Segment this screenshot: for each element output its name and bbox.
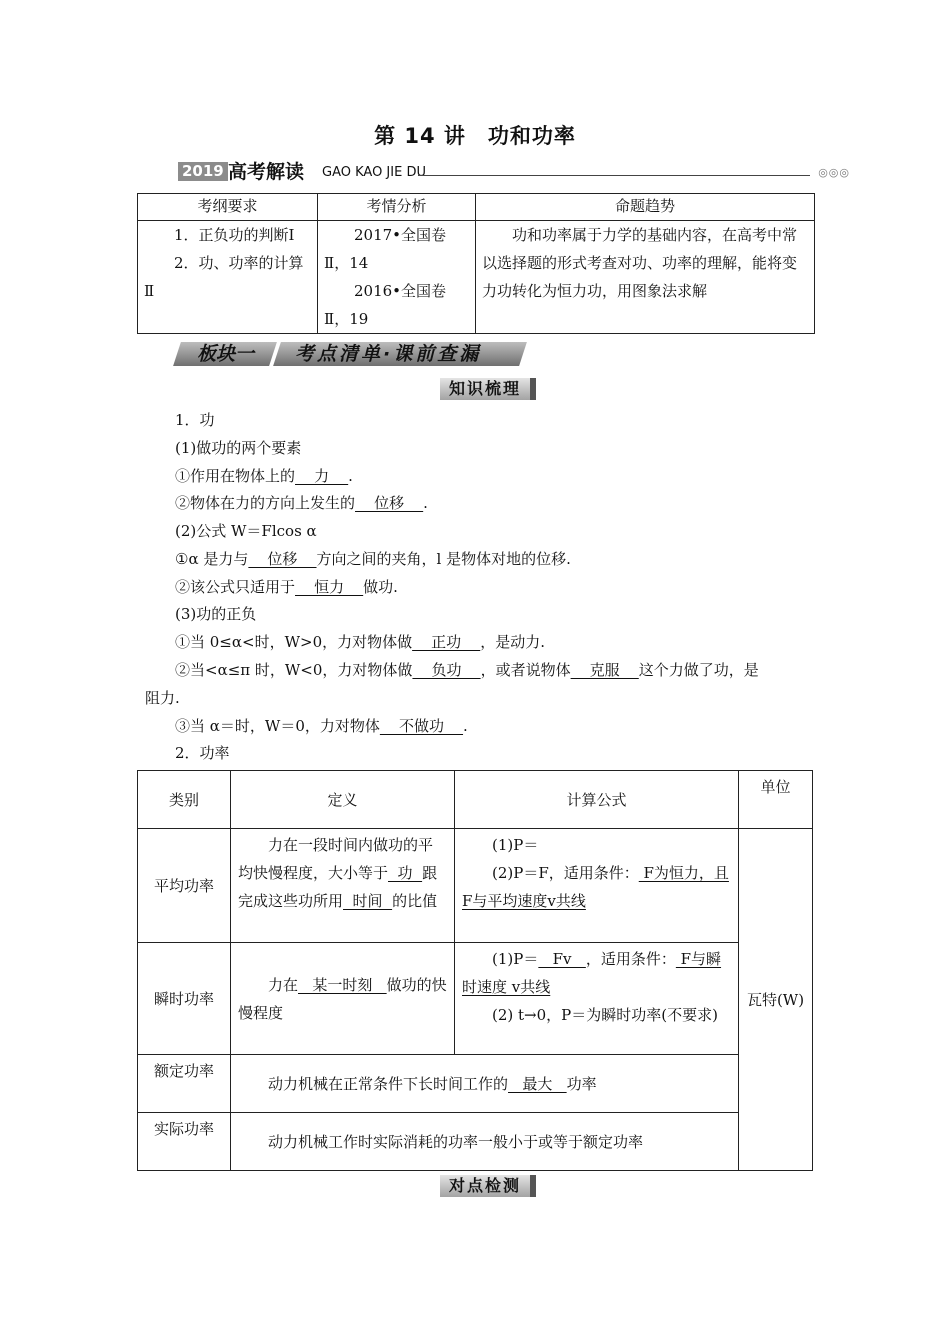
content-line xyxy=(175,549,571,569)
blank-answer: 恒力 xyxy=(295,578,364,596)
header-trend: 命题趋势 xyxy=(476,194,815,221)
text: 跟完成这些功所用 xyxy=(238,864,438,910)
text: (2)P＝F，适用条件： xyxy=(492,864,639,882)
text: 这个力做了功，是 xyxy=(638,661,759,679)
text: 做功的快慢程度 xyxy=(238,975,447,1022)
unit-cell: 瓦特(W) xyxy=(739,829,813,1171)
content-line xyxy=(175,716,468,736)
subheading-elements: (1)做功的两个要素 xyxy=(175,439,302,457)
rated-power-name: 额定功率 xyxy=(138,1055,231,1113)
blank-answer: 某一时刻 xyxy=(298,975,387,994)
text: ③当 α＝时，W＝0，力对物体 xyxy=(175,717,380,735)
text: . xyxy=(463,717,468,735)
text: 力在 xyxy=(268,975,299,994)
blank-answer: 正功 xyxy=(412,633,481,651)
heading-work: 1．功 xyxy=(175,411,215,429)
formula-line: (1)P＝ xyxy=(492,836,539,854)
content-line xyxy=(175,632,545,652)
requirement-item: 2．功、功率的计算Ⅱ xyxy=(144,254,304,300)
text: ②物体在力的方向上发生的 xyxy=(175,494,356,512)
text: ①作用在物体上的 xyxy=(175,467,296,485)
avg-power-name: 平均功率 xyxy=(138,829,231,943)
header-requirements: 考纲要求 xyxy=(138,194,318,221)
subheading-sign: (3)功的正负 xyxy=(175,605,257,623)
content-line xyxy=(175,660,759,680)
text: ②该公式只适用于 xyxy=(175,578,296,596)
banner-dots-icon: ◎◎◎ xyxy=(818,166,850,179)
formula-line: (2)公式 W＝Flcos α xyxy=(175,522,317,540)
content-line xyxy=(175,493,428,513)
blank-answer: F为恒力，且 F与平均速度v共线 xyxy=(462,864,729,910)
banner-title: 高考解读 xyxy=(228,161,305,183)
exam-analysis-banner xyxy=(178,160,850,184)
text: 方向之间的夹角，l 是物体对地的位移. xyxy=(316,550,571,568)
section-part: 板块一 xyxy=(197,343,255,365)
blank-answer: 位移 xyxy=(355,494,424,512)
actual-power-name: 实际功率 xyxy=(138,1113,231,1171)
blank-answer: 不做功 xyxy=(379,717,464,735)
content-line: 阻力. xyxy=(145,689,180,707)
blank-answer: 位移 xyxy=(248,550,317,568)
text: 力在一段时间内做功的平均快慢程度，大小等于 xyxy=(238,836,434,882)
knowledge-tag: 知识梳理 xyxy=(440,378,536,400)
actual-power-definition xyxy=(231,1113,739,1171)
content-line xyxy=(175,466,353,486)
text: ，是动力. xyxy=(480,633,546,651)
exam-analysis-table xyxy=(137,193,815,334)
inst-power-definition xyxy=(231,943,455,1055)
header-analysis: 考情分析 xyxy=(318,194,476,221)
section-title: 考点清单·课前查漏 xyxy=(295,343,482,365)
requirement-item: 1．正负功的判断Ⅰ xyxy=(174,226,295,244)
section-banner xyxy=(177,338,527,368)
heading-power: 2．功率 xyxy=(175,744,230,762)
avg-power-definition xyxy=(231,829,455,943)
banner-year: 2019 xyxy=(178,162,228,181)
analysis-item: 2017•全国卷Ⅱ，14 xyxy=(324,226,447,272)
inst-power-name: 瞬时功率 xyxy=(138,943,231,1055)
text: (1)P＝ xyxy=(492,950,539,968)
header-unit: 单位 xyxy=(739,771,813,829)
text: ①α 是力与 xyxy=(175,550,249,568)
header-category: 类别 xyxy=(138,771,231,829)
text: 功率 xyxy=(566,1074,597,1093)
trend-text: 功和功率属于力学的基础内容，在高考中常以选择题的形式考查对功、功率的理解，能将变力功转化为恒力功，用图象法求解 xyxy=(482,226,798,300)
header-definition: 定义 xyxy=(231,771,455,829)
banner-pinyin: GAO KAO JIE DU xyxy=(322,165,426,180)
blank-answer: 时间 xyxy=(343,892,393,910)
formula-line: (2) t→0，P＝为瞬时功率(不要求) xyxy=(492,1006,718,1024)
blank-answer: Fv xyxy=(538,950,586,968)
text: . xyxy=(348,467,353,485)
blank-answer: F与瞬时速度 v共线 xyxy=(462,950,722,996)
text: 动力机械在正常条件下长时间工作的 xyxy=(268,1074,509,1093)
inst-power-formula xyxy=(455,943,739,1055)
analysis-cell xyxy=(318,221,476,334)
page-title: 第 14 讲 功和功率 xyxy=(374,124,576,148)
avg-power-formula xyxy=(455,829,739,943)
check-tag: 对点检测 xyxy=(440,1175,536,1197)
text: ②当<α≤π 时，W<0，力对物体做 xyxy=(175,661,413,679)
text: . xyxy=(423,494,428,512)
content-line xyxy=(175,577,398,597)
blank-answer: 负功 xyxy=(412,661,481,679)
blank-answer: 最大 xyxy=(508,1074,567,1093)
blank-answer: 克服 xyxy=(570,661,639,679)
text: 的比值 xyxy=(392,892,438,910)
header-formula: 计算公式 xyxy=(455,771,739,829)
text: ，适用条件： xyxy=(585,950,676,968)
requirements-cell xyxy=(138,221,318,334)
rated-power-definition xyxy=(231,1055,739,1113)
text: ①当 0≤α<时，W>0，力对物体做 xyxy=(175,633,413,651)
blank-answer: 力 xyxy=(295,467,349,485)
banner-rule xyxy=(418,175,810,176)
formula-line xyxy=(462,945,731,1001)
blank-answer: 功 xyxy=(388,864,423,882)
trend-cell xyxy=(476,221,815,334)
formula-line xyxy=(462,859,731,915)
text: ，或者说物体 xyxy=(480,661,571,679)
power-table xyxy=(137,770,813,1171)
analysis-item: 2016•全国卷Ⅱ，19 xyxy=(324,282,447,328)
text: 做功. xyxy=(363,578,398,596)
text: 动力机械工作时实际消耗的功率一般小于或等于额定功率 xyxy=(268,1132,644,1151)
